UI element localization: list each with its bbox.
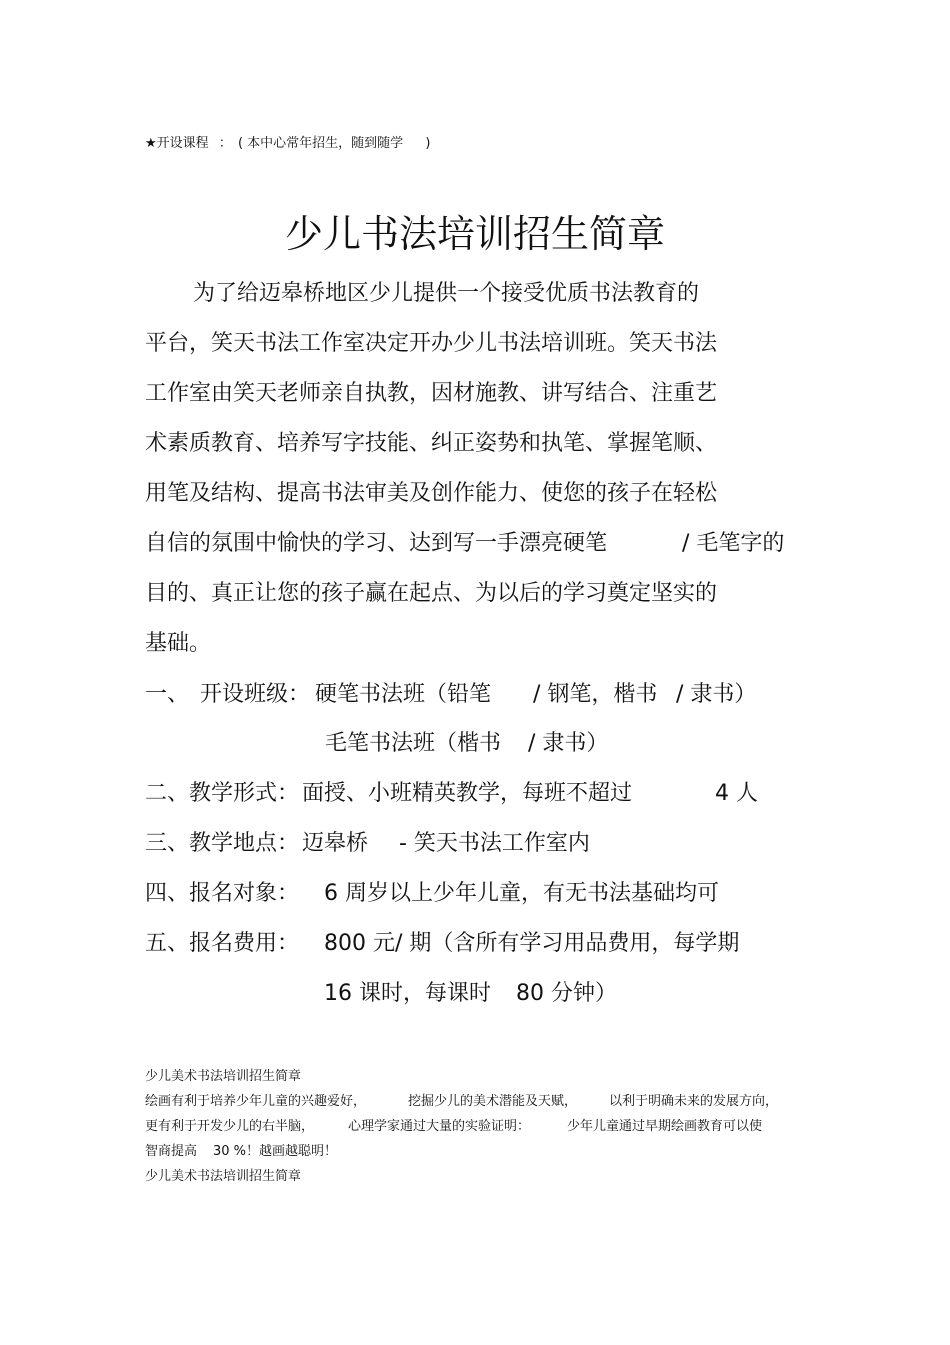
place-item-label: 三、教学地点：	[145, 831, 300, 856]
place-item-area: 迈皋桥	[302, 831, 369, 856]
page-title: 少儿书法培训招生简章	[284, 212, 665, 256]
footer-line-3c: 少年儿童通过早期绘画教育可以使	[567, 1119, 763, 1134]
course-colon: ：	[218, 136, 232, 151]
intro-line-4: 术素质教育、培养写字技能、纠正姿势和执笔、掌握笔顺、	[145, 431, 718, 456]
star-icon: ★	[145, 136, 157, 151]
footer-line-4b: 30 %！越画越聪明！	[213, 1144, 338, 1159]
footer-line-2a: 绘画有利于培养少年儿童的兴趣爱好，	[145, 1094, 367, 1109]
place-item-studio: - 笑天书法工作室内	[399, 831, 590, 856]
class-item-label: 开设班级：	[200, 682, 311, 707]
class-brush: 毛笔书法班（楷书	[325, 731, 502, 756]
intro-line-2: 平台，笑天书法工作室决定开办少儿书法培训班。笑天书法	[145, 331, 718, 356]
fee-item-label: 五、报名费用：	[145, 931, 300, 956]
intro-line-3: 工作室由笑天老师亲自执教，因材施教、讲写结合、注重艺	[145, 381, 718, 406]
form-item-label: 二、教学形式：	[145, 781, 300, 806]
target-item-value: 6 周岁以上少年儿童，有无书法基础均可	[324, 881, 719, 906]
course-note: ( 本中心常年招生，随到随学	[237, 136, 404, 151]
class-item-number: 一、	[145, 682, 190, 707]
footer-line-2b: 挖掘少儿的美术潜能及天赋，	[408, 1094, 578, 1109]
fee-item-minutes: 80 分钟）	[516, 981, 617, 1006]
class-hardpen-pen: / 钢笔，楷书	[533, 682, 658, 707]
fee-item-hours: 16 课时，每课时	[324, 981, 491, 1006]
intro-line-6: 自信的氛围中愉快的学习、达到写一手漂亮硬笔	[145, 531, 608, 556]
class-brush-li: / 隶书）	[528, 731, 609, 756]
intro-line-5: 用笔及结构、提高书法审美及创作能力、使您的孩子在轻松	[145, 481, 718, 506]
intro-line-7: 目的、真正让您的孩子赢在起点、为以后的学习奠定坚实的	[145, 581, 718, 606]
footer-title-2: 少儿美术书法培训招生简章	[145, 1169, 302, 1184]
form-item-value: 面授、小班精英教学，每班不超过	[302, 781, 633, 806]
intro-line-6-tail: / 毛笔字的	[682, 531, 785, 556]
footer-title-1: 少儿美术书法培训招生简章	[145, 1069, 302, 1084]
footer-line-2c: 以利于明确未来的发展方向，	[609, 1094, 779, 1109]
course-header	[145, 132, 430, 151]
fee-item-value: 800 元/ 期（含所有学习用品费用，每学期	[324, 931, 740, 956]
class-hardpen-li: / 隶书）	[676, 682, 757, 707]
footer-line-4a: 智商提高	[145, 1144, 198, 1159]
footer-line-3a: 更有利于开发少儿的右半脑，	[145, 1119, 315, 1134]
target-item-label: 四、报名对象：	[145, 881, 300, 906]
course-label: 开设课程	[156, 136, 209, 151]
intro-line-8: 基础。	[145, 631, 212, 656]
class-hardpen: 硬笔书法班（铅笔	[315, 682, 492, 707]
form-item-count: 4 人	[715, 781, 758, 806]
footer-line-3b: 心理学家通过大量的实验证明：	[348, 1119, 531, 1134]
course-note-close: )	[425, 136, 431, 151]
intro-line-1: 为了给迈皋桥地区少儿提供一个接受优质书法教育的	[193, 281, 700, 306]
